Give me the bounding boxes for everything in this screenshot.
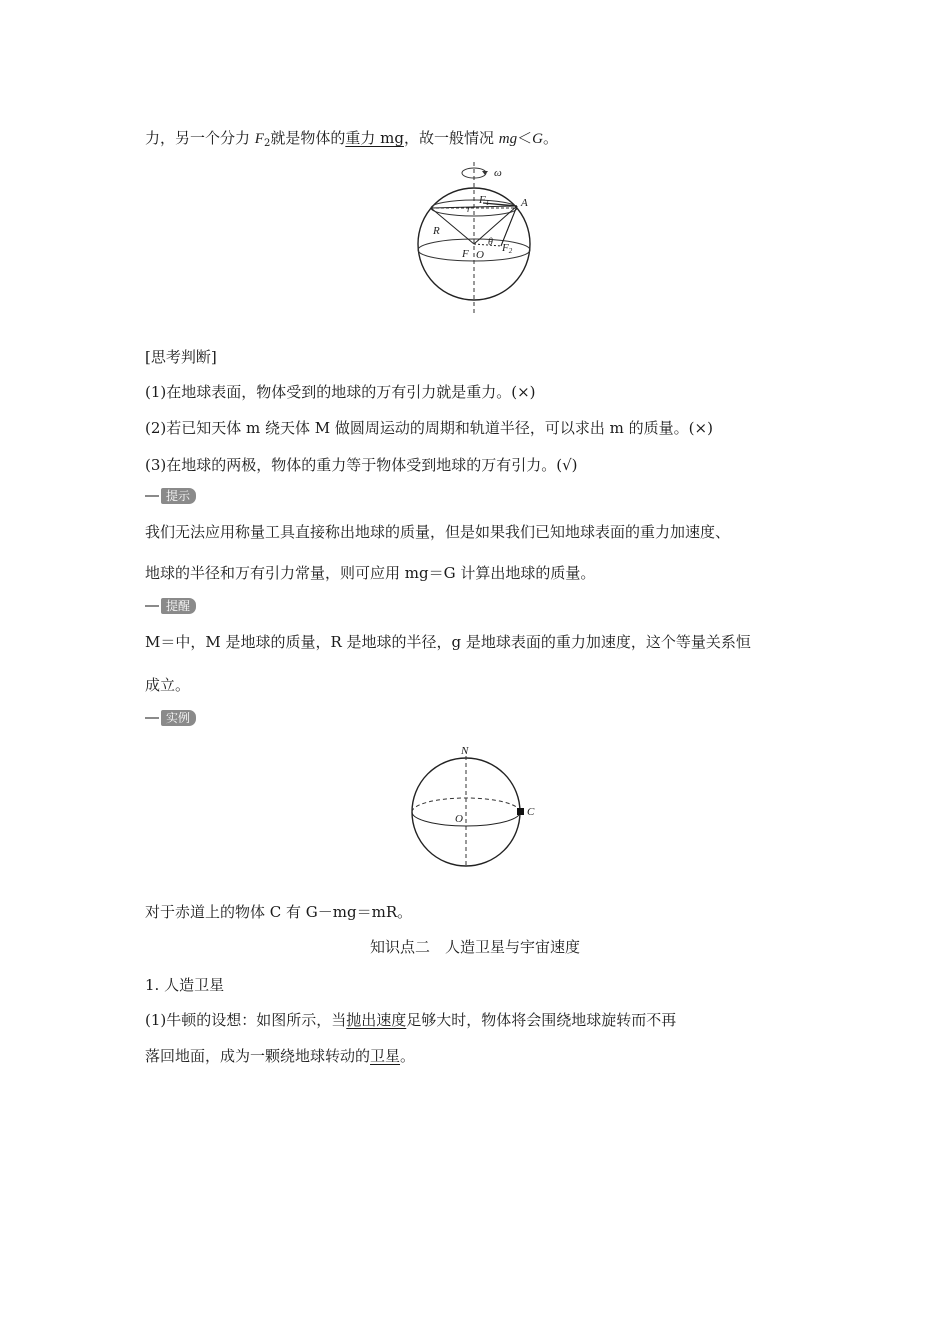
center-o-label: O xyxy=(455,813,463,825)
text-fragment: 。 xyxy=(542,129,558,147)
subscript: 2 xyxy=(263,138,271,149)
underlined-term: 抛出速度 xyxy=(346,1011,407,1029)
think-heading: [思考判断] xyxy=(145,348,217,366)
text-line-gravity-component xyxy=(145,128,558,154)
north-label: N xyxy=(461,745,469,757)
text-fragment: (1)牛顿的设想：如图所示，当 xyxy=(145,1011,347,1029)
remind-tag-label: 提醒 xyxy=(161,598,196,614)
symbol-mg: mg xyxy=(498,131,518,147)
hint-line-1: 我们无法应用称量工具直接称出地球的质量，但是如果我们已知地球表面的重力加速度、 xyxy=(145,523,731,541)
section-title: 知识点二 人造卫星与宇宙速度 xyxy=(369,938,580,956)
f1-label: F1 xyxy=(479,194,490,207)
remind-tag xyxy=(145,598,196,614)
point-c-label: C xyxy=(527,806,535,818)
symbol-f: F xyxy=(254,131,264,147)
point-c-marker xyxy=(517,808,524,815)
text-fragment: 足够大时，物体将会围绕地球旋转而不再 xyxy=(406,1011,677,1029)
underlined-term: 重力 mg xyxy=(345,129,404,147)
think-item-2: (2)若已知天体 m 绕天体 M 做圆周运动的周期和轨道半径，可以求出 m 的质量。(×) xyxy=(145,419,713,437)
example-tag-label: 实例 xyxy=(161,710,196,726)
center-o-label: O xyxy=(476,249,484,261)
example-text: 对于赤道上的物体 C 有 G－mg＝mR。 xyxy=(145,903,413,921)
hint-tag-label: 提示 xyxy=(161,488,196,504)
remind-line-1: M＝中，M 是地球的质量，R 是地球的半径，g 是地球表面的重力加速度，这个等量关系恒 xyxy=(145,633,751,651)
para-line-1 xyxy=(145,1010,676,1030)
underlined-term: 卫星 xyxy=(370,1047,401,1065)
think-item-3: (3)在地球的两极，物体的重力等于物体受到地球的万有引力。(√) xyxy=(145,456,578,474)
less-than: ＜ xyxy=(517,129,533,147)
subheading-satellite: 1. 人造卫星 xyxy=(145,976,225,994)
text-fragment: 。 xyxy=(400,1047,416,1065)
para-line-2 xyxy=(145,1046,415,1066)
hint-line-2: 地球的半径和万有引力常量，则可应用 mg＝G 计算出地球的质量。 xyxy=(145,564,596,582)
text-fragment: 力，另一个分力 xyxy=(145,129,255,147)
text-fragment: 就是物体的 xyxy=(270,129,346,147)
f2-label: F2 xyxy=(502,242,513,255)
earth-force-diagram xyxy=(405,160,555,320)
r-label: r xyxy=(467,204,471,215)
radius-r-label: R xyxy=(433,225,440,237)
omega-label: ω xyxy=(494,167,502,179)
hint-tag xyxy=(145,488,196,504)
earth-equator-diagram xyxy=(405,742,555,872)
example-tag xyxy=(145,710,196,726)
remind-line-2: 成立。 xyxy=(145,676,191,694)
think-item-1: (1)在地球表面，物体受到的地球的万有引力就是重力。(×) xyxy=(145,383,536,401)
theta-label: θ xyxy=(488,237,493,248)
point-a-label: A xyxy=(521,197,528,209)
text-fragment: 落回地面，成为一颗绕地球转动的 xyxy=(145,1047,371,1065)
symbol-g: G xyxy=(532,131,543,147)
text-fragment: ，故一般情况 xyxy=(403,129,499,147)
f-label: F xyxy=(462,248,469,260)
